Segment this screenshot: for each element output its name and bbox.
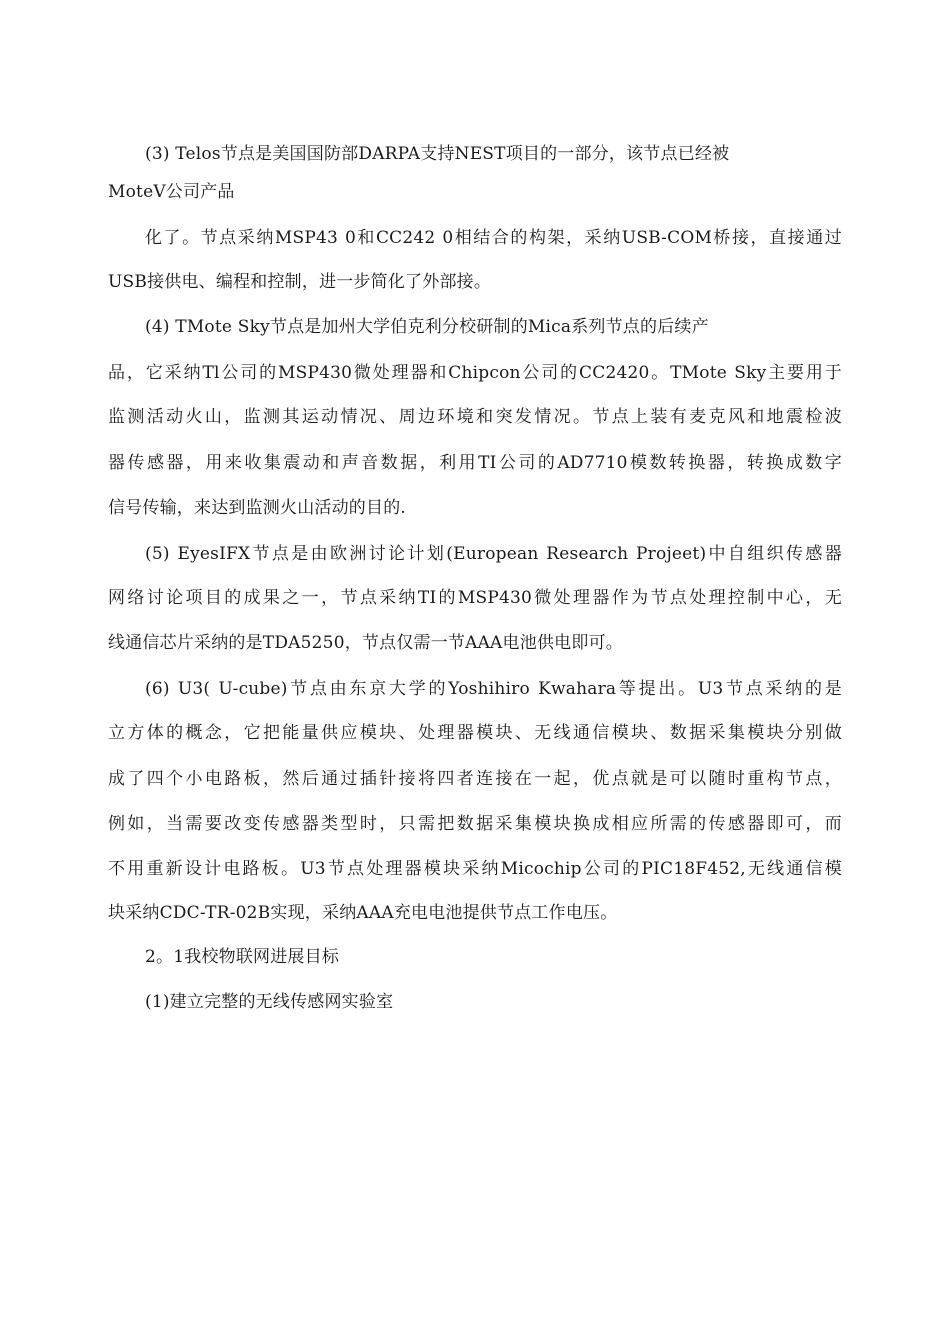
- paragraph-4-line-3: 监测活动火山，监测其运动情况、周边环境和突发情况。节点上装有麦克风和地震检波: [108, 407, 842, 427]
- paragraph-4-line-2: 品，它采纳Tl公司的MSP430微处理器和Chipcon公司的CC2420。TMote Sky主要用于: [108, 363, 842, 383]
- list-item-1: (1)建立完整的无线传感网实验室: [145, 992, 394, 1012]
- paragraph-5-line-1: (5) EyesIFX节点是由欧洲讨论计划(European Research Projeet)中自组织传感器: [145, 544, 842, 564]
- paragraph-6-line-4: 例如，当需要改变传感器类型时，只需把数据采集模块换成相应所需的传感器即可，而: [108, 814, 842, 834]
- paragraph-3-line-1: (3) Telos节点是美国国防部DARPA支持NEST项目的一部分，该节点已经被: [145, 144, 730, 164]
- paragraph-5-line-3: 线通信芯片采纳的是TDA5250，节点仅需一节AAA电池供电即可。: [108, 633, 623, 653]
- paragraph-6-line-3: 成了四个小电路板，然后通过插针接将四者连接在一起，优点就是可以随时重构节点，: [108, 769, 842, 789]
- paragraph-3-line-4: USB接供电、编程和控制，进一步简化了外部接。: [108, 272, 492, 292]
- paragraph-6-line-1: (6) U3( U-cube)节点由东京大学的Yoshihiro Kwahara等提出。U3节点采纳的是: [145, 679, 842, 699]
- paragraph-4-line-5: 信号传输，来达到监测火山活动的目的.: [108, 498, 407, 518]
- paragraph-6-line-6: 块采纳CDC-TR-02B实现，采纳AAA充电电池提供节点工作电压。: [108, 903, 618, 923]
- paragraph-6-line-5: 不用重新设计电路板。U3节点处理器模块采纳Micochip公司的PIC18F452,无线通信模: [108, 859, 842, 879]
- paragraph-6-line-2: 立方体的概念，它把能量供应模块、处理器模块、无线通信模块、数据采集模块分别做: [108, 723, 842, 743]
- paragraph-4-line-1: (4) TMote Sky节点是加州大学伯克利分校研制的Mica系列节点的后续产: [145, 317, 709, 337]
- section-heading: 2。1我校物联网进展目标: [145, 947, 340, 967]
- paragraph-3-line-2: MoteV公司产品: [108, 182, 235, 202]
- paragraph-3-line-3: 化了。节点采纳MSP43 0和CC242 0相结合的构架，采纳USB-COM桥接，直接通过: [145, 228, 842, 248]
- paragraph-5-line-2: 网络讨论项目的成果之一，节点采纳TI的MSP430微处理器作为节点处理控制中心，无: [108, 588, 842, 608]
- paragraph-4-line-4: 器传感器，用来收集震动和声音数据，利用TI公司的AD7710模数转换器，转换成数字: [108, 453, 842, 473]
